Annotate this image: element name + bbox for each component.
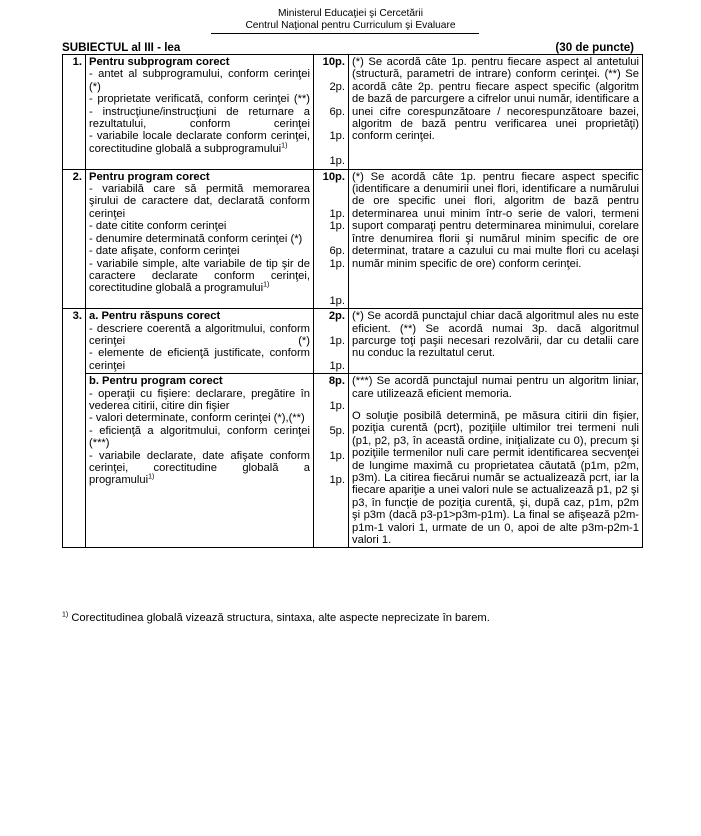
criteria-item bbox=[89, 130, 310, 155]
center-name: Centrul Naţional pentru Curriculum şi Evaluare bbox=[245, 20, 456, 31]
criteria-item: - elemente de eficienţă justificate, conform cerinţei bbox=[89, 347, 310, 372]
points-cell bbox=[314, 374, 349, 548]
points-value: 6p. bbox=[329, 105, 345, 118]
criteria-title: b. Pentru program corect bbox=[89, 375, 223, 388]
spacer bbox=[317, 323, 345, 335]
criteria-item: - denumire determinată conform cerinţei (*) bbox=[89, 232, 303, 245]
spacer bbox=[352, 400, 639, 410]
points-value: 1p. bbox=[329, 449, 345, 462]
footnote-mark: 1) bbox=[62, 611, 69, 619]
criteria-item: - eficienţă a algoritmului, conform cerinţei (***) bbox=[89, 424, 310, 450]
note-cell: (*) Se acordă câte 1p. pentru fiecare aspect al antetului (structură, parametri de intrare) conform cerinţei. (**) Se acordă câte 2p. pentru fiecare aspect specific (algoritm de bază de parcurgere a cifrelor unui număr, identificare a unei cifre corespunzătoare / necorespunzătoare bazei, algoritm de bază pentru verificarea unei proprietăţi) conform cerinţei. bbox=[349, 55, 643, 170]
ministry-name: Ministerul Educaţiei şi Cercetării bbox=[278, 8, 423, 19]
footnote-ref: 1) bbox=[148, 473, 155, 481]
spacer bbox=[317, 233, 345, 245]
footnote-ref: 1) bbox=[281, 142, 288, 150]
points-total: 10p. bbox=[322, 170, 345, 183]
spacer bbox=[317, 183, 345, 195]
spacer bbox=[317, 437, 345, 449]
header-rule bbox=[211, 33, 479, 34]
criteria-item bbox=[89, 450, 310, 487]
spacer bbox=[317, 195, 345, 207]
points-total: 10p. bbox=[322, 56, 345, 68]
spacer bbox=[317, 347, 345, 359]
points-cell bbox=[314, 55, 349, 170]
points-total: 2p. bbox=[328, 310, 345, 323]
points-value: 1p. bbox=[329, 474, 345, 487]
spacer bbox=[317, 93, 345, 105]
points-value: 1p. bbox=[329, 334, 345, 347]
note-cell bbox=[349, 374, 643, 548]
criteria-title: a. Pentru răspuns corect bbox=[89, 310, 221, 323]
spacer bbox=[317, 118, 345, 130]
footnote bbox=[62, 612, 490, 625]
criteria-item bbox=[89, 258, 310, 295]
spacer bbox=[317, 68, 345, 80]
criteria-item: - valori determinate, conform cerinţei (*),(**) bbox=[89, 412, 305, 425]
points-value: 1p. bbox=[329, 130, 345, 143]
spacer bbox=[317, 388, 345, 400]
criteria-cell bbox=[86, 374, 314, 548]
points-cell bbox=[314, 309, 349, 374]
criteria-title: Pentru program corect bbox=[89, 170, 210, 183]
points-value: 6p. bbox=[329, 245, 345, 258]
note-cell: (*) Se acordă câte 1p. pentru fiecare aspect specific (identificare a denumirii unei flori, identificare a numărului de ore specific unei flori, algoritm de bază pentru determinarea unui minim într-o serie de valori, termeni suport comparaţi pentru determinarea minimului, corelare între denumirea florii şi numărul minim specific de ore determinat, tratare a cazului cu mai multe flori cu acelaşi număr minim specific de ore) conform cerinţei. bbox=[349, 169, 643, 308]
table-row bbox=[63, 55, 643, 170]
table-row bbox=[63, 169, 643, 308]
criteria-cell bbox=[86, 309, 314, 374]
points-value: 1p. bbox=[329, 257, 345, 270]
item-number: 3. bbox=[63, 309, 86, 548]
criteria-item: - descriere coerentă a algoritmului, conform cerinţei (*) bbox=[89, 322, 310, 347]
subject-title: SUBIECTUL al III - lea bbox=[62, 41, 181, 54]
points-value: 1p. bbox=[329, 359, 345, 372]
item-number: 2. bbox=[63, 169, 86, 308]
footnote-ref: 1) bbox=[263, 281, 270, 289]
criteria-item-text: - variabile declarate, date afişate conform cerinţei, corectitudine globală a programului bbox=[89, 449, 310, 487]
points-value: 1p. bbox=[329, 207, 345, 220]
points-value: 1p. bbox=[329, 399, 345, 412]
criteria-item-text: - variabile locale declarate conform cerinţei, corectitudine globală a subprogramului bbox=[89, 130, 310, 155]
points-total: 8p. bbox=[328, 375, 345, 388]
criteria-item: - date citite conform cerinţei bbox=[89, 220, 227, 233]
footnote-text: Corectitudinea globală vizează structura, sintaxa, alte aspecte neprecizate în barem. bbox=[68, 612, 490, 624]
note-paragraph: O soluţie posibilă determină, pe măsura citirii din fişier, poziţia curentă (pcrt), poziţiile ultimilor trei termeni nuli (p1, p2, p3, în această ordine, iniţializate cu 0), precum şi poziţiile termenilor nuli care permit identificarea secvenţei de lungime maximă cu proprietatea căutată (p1m, p2m, p3m). La citirea fiecărui număr se actualizează pcrt, iar la fiecare apariţie a unei valori nule se actualizează p1, p2 şi p3, în funcţie de poziţia curentă, şi, după caz, p1m, p2m şi p3m (dacă p3-p1>p3m-p1m). La final se afişează p2m-p1m-1 valori 1, urmate de un 0, apoi de alte p3m-p2m-1 valori 1. bbox=[352, 409, 639, 547]
points-value: 5p. bbox=[329, 424, 345, 437]
criteria-item-text: - variabile simple, alte variabile de tip şir de caractere declarate conform cerinţei, corectitudine globală a programului bbox=[89, 257, 310, 295]
criteria-item: - instrucţiune/instrucţiuni de returnare a rezultatului, conform cerinţei bbox=[89, 105, 310, 131]
criteria-item: - variabilă care să permită memorarea şirului de caractere dat, declarată conform cerinţei bbox=[89, 183, 310, 220]
spacer bbox=[317, 270, 345, 282]
spacer bbox=[317, 412, 345, 424]
criteria-item: - date afişate, conform cerinţei bbox=[89, 245, 240, 258]
scoring-table bbox=[62, 54, 643, 548]
note-paragraph: (***) Se acordă punctajul numai pentru un algoritm liniar, care utilizează eficient memoria. bbox=[352, 375, 639, 400]
note-cell: (*) Se acordă punctajul chiar dacă algoritmul ales nu este eficient. (**) Se acordă numai 3p. dacă algoritmul parcurge toţi paşii necesari rezolvării, dar cu detalii care nu conduc la rezultatul cerut. bbox=[349, 309, 643, 374]
criteria-item: - proprietate verificată, conform cerinţei (**) bbox=[89, 93, 310, 106]
item-number: 1. bbox=[63, 55, 86, 170]
points-value: 1p. bbox=[329, 294, 345, 307]
criteria-item: - antet al subprogramului, conform cerinţei (*) bbox=[89, 68, 310, 93]
spacer bbox=[317, 143, 345, 155]
table-row bbox=[63, 374, 643, 548]
criteria-title: Pentru subprogram corect bbox=[89, 56, 230, 68]
points-value: 2p. bbox=[329, 80, 345, 93]
criteria-cell bbox=[86, 55, 314, 170]
criteria-item: - operaţii cu fişiere: declarare, pregătire în vederea citirii, citire din fişier bbox=[89, 387, 310, 412]
points-value: 1p. bbox=[329, 155, 345, 168]
table-row bbox=[63, 309, 643, 374]
spacer bbox=[317, 282, 345, 294]
points-cell bbox=[314, 169, 349, 308]
subject-points: (30 de puncte) bbox=[555, 41, 634, 54]
criteria-cell bbox=[86, 169, 314, 308]
points-value: 1p. bbox=[329, 220, 345, 233]
spacer bbox=[317, 462, 345, 474]
